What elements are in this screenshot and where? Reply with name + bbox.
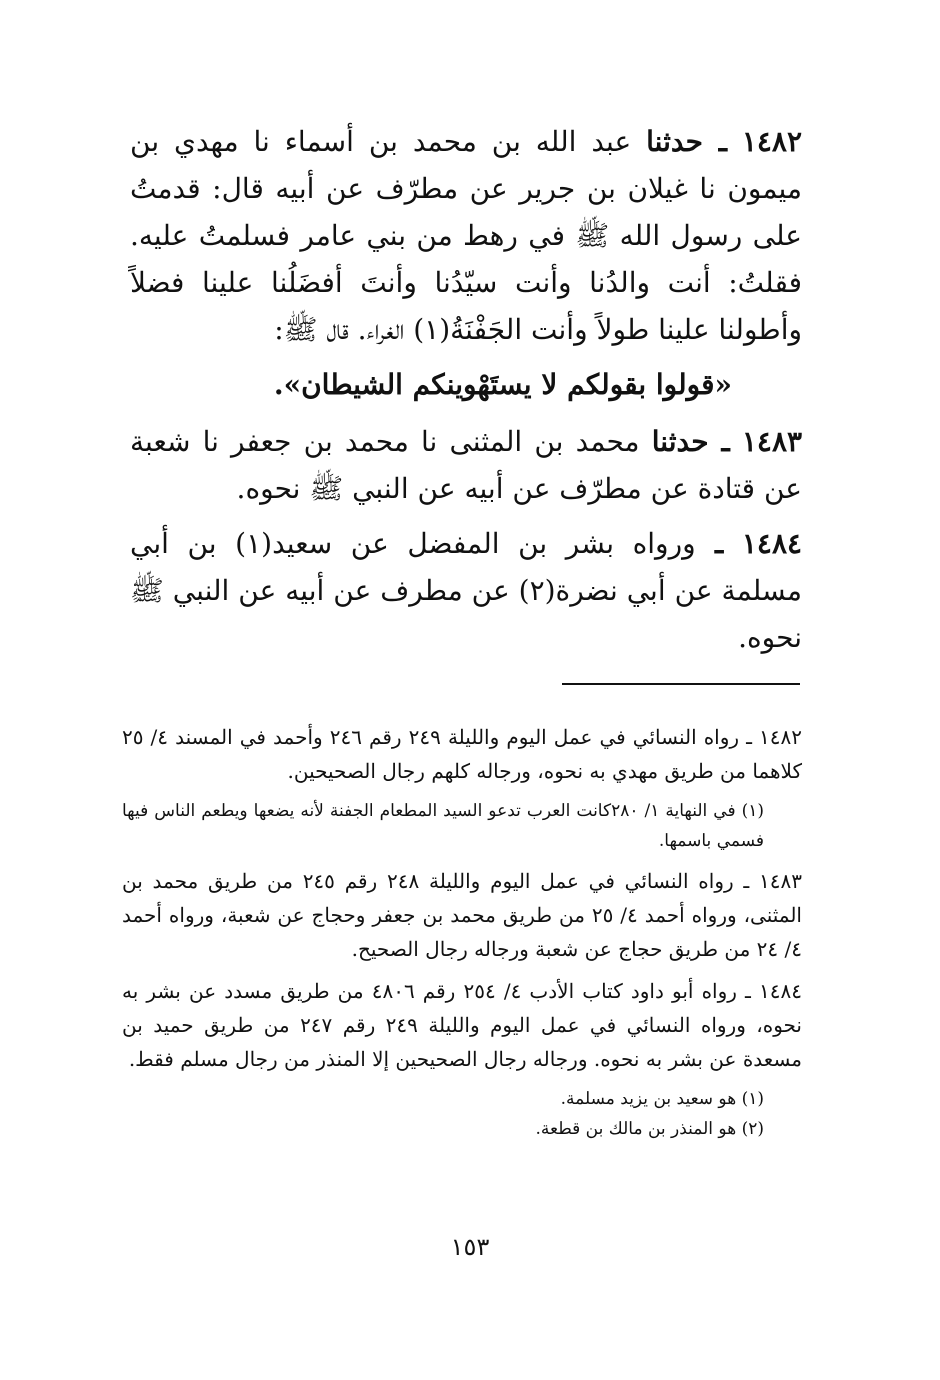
footnote-1484: ١٤٨٤ ـ رواه أبو داود كتاب الأدب ٤/ ٢٥٤ رقم ٤٨٠٦ من طريق مسدد عن بشر به نحوه، ورواه النسائي في عمل اليوم والليلة ٢٤٩ رقم ٢٤٧ من طريق حميد بن مسعدة عن بشر به نحوه. ورجاله رجال الصحيحين إلا المنذر من رجال مسلم فقط.	[122, 979, 803, 1071]
subnote-1482-1: (١) في النهاية ١/ ٢٨٠كانت العرب تدعو السيد المطعام الجفنة لأنه يضعها ويطعم الناس فيها فسمي باسمها.	[122, 801, 764, 851]
hadith-number: ١٤٨٢	[741, 125, 802, 158]
hadith-text: ورواه بشر بن المفضل عن سعيد(١) بن أبي مسلمة عن أبي نضرة(٢) عن مطرف عن أبيه عن النبي ﷺ نحوه.	[130, 527, 803, 654]
hadith-1484: ١٤٨٤ ـ ورواه بشر بن المفضل عن سعيد(١) بن أبي مسلمة عن أبي نضرة(٢) عن مطرف عن أبيه عن النبي ﷺ نحوه.	[130, 527, 803, 654]
footnotes-block	[122, 720, 802, 1144]
hadith-number: ١٤٨٣	[741, 425, 803, 458]
hadith-number: ١٤٨٤	[741, 527, 803, 560]
hadith-1482: ١٤٨٢ ـ حدثنا عبد الله بن محمد بن أسماء نا مهدي بن ميمون نا غيلان بن جرير عن مطرّف عن أبيه قال: قدمتُ على رسول الله ﷺ في رهط من بني عامر فسلمتُ عليه. فقلتُ: أنت والدُنا وأنت سيّدُنا وأنتَ أفضَلُنا علينا فضلاً وأطولنا علينا طولاً وأنت الجَفْنَةُ(١) الغراء. قال ﷺ:	[130, 125, 803, 346]
footnote-1482: ١٤٨٢ ـ رواه النسائي في عمل اليوم والليلة ٢٤٩ رقم ٢٤٦ وأحمد في المسند ٤/ ٢٥ كلاهما من طريق مهدي به نحوه، ورجاله كلهم رجال الصحيحين.	[122, 725, 803, 783]
hadith-1483: ١٤٨٣ ـ حدثنا محمد بن المثنى نا محمد بن جعفر نا شعبة عن قتادة عن مطرّف عن أبيه عن النبي ﷺ نحوه.	[130, 425, 803, 505]
hadith-lead: حدثنا	[646, 125, 703, 158]
subnote-1484-1: (١) هو سعيد بن يزيد مسلمة.	[560, 1089, 764, 1109]
footnote-1483: ١٤٨٣ ـ رواه النسائي في عمل اليوم والليلة ٢٤٨ رقم ٢٤٥ من طريق محمد بن المثنى، ورواه أحمد ٤/ ٢٥ من طريق محمد بن جعفر وحجاج عن شعبة، ورواه أحمد ٤/ ٢٤ من طريق حجاج عن شعبة ورجاله رجال الصحيح.	[122, 869, 802, 961]
hadith-lead: حدثنا	[651, 425, 709, 458]
page-number: ١٥٣	[450, 1233, 490, 1261]
hadith-quote: «قولوا بقولكم لا يستَهْوينكم الشيطان».	[273, 368, 732, 401]
hadith-text: محمد بن المثنى نا محمد بن جعفر نا شعبة عن قتادة عن مطرّف عن أبيه عن النبي ﷺ نحوه.	[130, 425, 802, 505]
main-text-block	[130, 118, 802, 669]
footnote-divider	[562, 683, 800, 685]
subnote-1484-2: (٢) هو المنذر بن مالك بن قطعة.	[535, 1119, 764, 1139]
hadith-text: عبد الله بن محمد بن أسماء نا مهدي بن ميمون نا غيلان بن جرير عن مطرّف عن أبيه قال: قدمتُ على رسول الله ﷺ في رهط من بني عامر فسلمتُ عليه. فقلتُ: أنت والدُنا وأنت سيّدُنا وأنتَ أفضَلُنا علينا فضلاً وأطولنا علينا طولاً وأنت الجَفْنَةُ(١) الغراء. قال ﷺ:	[130, 125, 803, 346]
